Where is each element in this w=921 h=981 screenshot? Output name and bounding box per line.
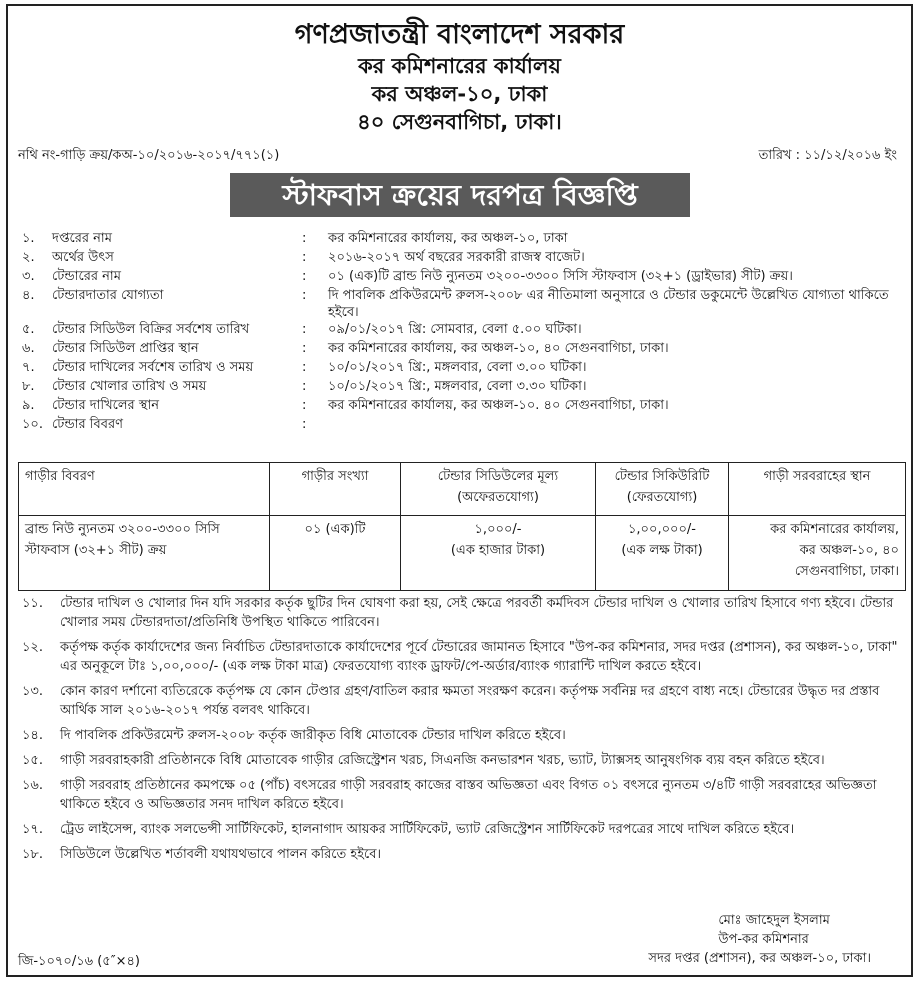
term-number: ১২. xyxy=(22,640,44,655)
info-colon: : xyxy=(302,398,307,413)
cell-vehicle-description: ব্রান্ড নিউ ন্যুনতম ৩২০০-৩৩০০ সিসি স্টাফবাস (৩২+১ সীট) ক্রয় xyxy=(19,516,270,591)
info-number: ৮. xyxy=(22,379,35,394)
info-colon: : xyxy=(302,379,307,394)
info-row xyxy=(22,230,902,249)
info-colon: : xyxy=(302,341,307,356)
info-number: ৩. xyxy=(22,269,35,284)
info-row xyxy=(22,340,902,359)
header-tender-security: টেন্ডার সিকিউরিটি (ফেরতযোগ্য) xyxy=(596,463,729,516)
info-label: টেন্ডারের নাম xyxy=(52,269,121,284)
term-text: টেন্ডার দাখিল ও খোলার দিন যদি সরকার কর্তৃক ছুটির দিন ঘোষণা করা হয়, সেই ক্ষেত্রে পরবর্তী কর্মদিবস টেন্ডার দাখিল ও খোলার তারিখ হিসাবে গণ্য হইবে। টেন্ডার খোলার সময় টেন্ডারদাতা/প্রতিনিধি উপস্থিত থাকিতে পারিবেন। xyxy=(60,596,894,630)
tender-notice xyxy=(6,4,913,977)
info-label: টেন্ডার সিডিউল প্রাপ্তির স্থান xyxy=(52,341,199,356)
term-text: গাড়ী সরবরাহকারী প্রতিষ্ঠানকে বিধি মোতাবেক গাড়ীর রেজিস্ট্রেশন খরচ, সিএনজি কনভারশন খরচ, ভ্যাট, ট্যাক্সসহ আনুষংগিক ব্যয় বহন করিতে হইবে। xyxy=(60,753,825,768)
info-label: টেন্ডারদাতার যোগ্যতা xyxy=(52,288,164,303)
term-text: সিডিউলে উল্লেখিত শর্তাবলী যথাযথভাবে পালন করিতে হইবে। xyxy=(60,847,382,862)
info-row xyxy=(22,249,902,268)
signature-block xyxy=(648,911,871,968)
info-colon: : xyxy=(302,417,307,432)
info-number: ১. xyxy=(22,231,35,246)
info-value: ২০১৬-২০১৭ অর্থ বছরের সরকারী রাজস্ব বাজেট। xyxy=(328,250,585,265)
info-label: অর্থের উৎস xyxy=(52,250,114,265)
info-number: ৫. xyxy=(22,322,35,337)
info-label: টেন্ডার দাখিলের সর্বশেষ তারিখ ও সময় xyxy=(52,360,254,375)
tender-info-list xyxy=(22,230,902,435)
signatory-designation: উপ-কর কমিশনার xyxy=(718,932,809,947)
table-row xyxy=(19,516,906,591)
info-colon: : xyxy=(302,250,307,265)
cell-vehicle-count: ০১ (এক)টি xyxy=(270,516,401,591)
info-value: দি পাবলিক প্রকিউরমেন্ট রুলস-২০০৮ এর নীতিমালা অনুসারে ও টেন্ডার ডকুমেন্টে উল্লেখিত যোগ্যতা থাকিতে হইবে। xyxy=(328,288,889,320)
term-text: দি পাবলিক প্রকিউরমেন্ট রুলস-২০০৮ কর্তৃক জারীকৃত বিধি মোতাবেক টেন্ডার দাখিল করিতে হইবে। xyxy=(60,728,566,743)
info-value xyxy=(328,416,902,435)
list-item xyxy=(22,845,902,864)
term-number: ১৮. xyxy=(22,847,44,862)
info-number: ৪. xyxy=(22,288,35,303)
header-schedule-price: টেন্ডার সিডিউলের মূল্য (অফেরতযোগ্য) xyxy=(401,463,596,516)
office-zone: কর অঞ্চল-১০, ঢাকা xyxy=(371,82,548,106)
cell-delivery-place: কর কমিশনারের কার্যালয়, কর অঞ্চল-১০, ৪০ সেগুনবাগিচা, ঢাকা। xyxy=(729,516,906,591)
info-row xyxy=(22,359,902,378)
info-value: ১০/০১/২০১৭ খ্রি:, মঙ্গলবার, বেলা ৩.০০ ঘটিকা। xyxy=(328,360,587,375)
info-colon: : xyxy=(302,269,307,284)
info-number: ১০. xyxy=(22,417,44,432)
table-header-row xyxy=(19,463,906,516)
info-label: টেন্ডার খোলার তারিখ ও সময় xyxy=(52,379,207,394)
info-value: কর কমিশনারের কার্যালয়, কর অঞ্চল-১০, ৪০ সেগুনবাগিচা, ঢাকা। xyxy=(328,341,669,356)
office-address: ৪০ সেগুনবাগিচা, ঢাকা। xyxy=(357,110,562,134)
info-label: টেন্ডার সিডিউল বিক্রির সর্বশেষ তারিখ xyxy=(52,322,250,337)
list-item xyxy=(22,820,902,839)
signatory-office: সদর দপ্তর (প্রশাসন), কর অঞ্চল-১০, ঢাকা। xyxy=(648,951,871,966)
list-item xyxy=(22,776,902,814)
info-value: ০৯/০১/২০১৭ খ্রি: সোমবার, বেলা ৫.০০ ঘটিকা। xyxy=(328,322,582,337)
info-colon: : xyxy=(302,288,307,303)
info-colon: : xyxy=(302,322,307,337)
info-colon: : xyxy=(302,231,307,246)
term-text: কর্তৃপক্ষ কর্তৃক কার্যাদেশের জন্য নির্বাচিত টেন্ডারদাতাকে কার্যাদেশের পূর্বে টেন্ডারের জামানত হিসাবে "উপ-কর কমিশনার, সদর দপ্তর (প্রশাসন), কর অঞ্চল-১০, ঢাকা" এর অনুকূলে টাঃ ১,০০,০০০/- (এক লক্ষ টাকা মাত্র) ফেরতযোগ্য ব্যাংক ড্রাফট/পে-অর্ডার/ব্যাংক গ্যারান্টি দাখিল করতে হইবে। xyxy=(60,640,898,674)
info-colon: : xyxy=(302,360,307,375)
terms-list xyxy=(22,594,902,870)
tender-table xyxy=(18,462,906,591)
list-item xyxy=(22,726,902,745)
info-value: ১০/০১/২০১৭ খ্রি:, মঙ্গলবার, বেলা ৩.৩০ ঘটিকা। xyxy=(328,379,587,394)
info-number: ৯. xyxy=(22,398,35,413)
info-row xyxy=(22,321,902,340)
memo-number: নথি নং-গাড়ি ক্রয়/কঅ-১০/২০১৬-২০১৭/৭৭১(১) xyxy=(18,148,280,163)
info-row xyxy=(22,378,902,397)
info-value: কর কমিশনারের কার্যালয়, কর অঞ্চল-১০, ঢাকা xyxy=(328,231,568,246)
info-row xyxy=(22,287,902,321)
info-value: কর কমিশনারের কার্যালয়, কর অঞ্চল-১০. ৪০ সেগুনবাগিচা, ঢাকা। xyxy=(328,398,669,413)
list-item xyxy=(22,751,902,770)
office-name: কর কমিশনারের কার্যালয় xyxy=(358,54,561,78)
term-number: ১৩. xyxy=(22,684,44,699)
notice-banner: স্টাফবাস ক্রয়ের দরপত্র বিজ্ঞপ্তি xyxy=(230,173,690,217)
info-number: ৭. xyxy=(22,360,35,375)
term-number: ১৭. xyxy=(22,822,44,837)
info-label: টেন্ডার বিবরণ xyxy=(52,417,123,432)
term-number: ১৬. xyxy=(22,778,44,793)
header-delivery-place: গাড়ী সরবরাহের স্থান xyxy=(729,463,906,516)
info-number: ৬. xyxy=(22,341,35,356)
list-item xyxy=(22,638,902,676)
info-row xyxy=(22,397,902,416)
notice-date: তারিখ : ১১/১২/২০১৬ ইং xyxy=(758,148,897,163)
list-item xyxy=(22,682,902,720)
header-vehicle-description: গাড়ীর বিবরণ xyxy=(19,463,270,516)
term-number: ১৫. xyxy=(22,753,44,768)
government-title: গণপ্রজাতন্ত্রী বাংলাদেশ সরকার xyxy=(294,19,625,50)
info-row xyxy=(22,416,902,435)
header-vehicle-count: গাড়ীর সংখ্যা xyxy=(270,463,401,516)
info-row xyxy=(22,268,902,287)
term-text: গাড়ী সরবরাহ প্রতিষ্ঠানের কমপক্ষে ০৫ (পাঁচ) বৎসরের গাড়ী সরবরাহ কাজের বাস্তব অভিজ্ঞতা এবং বিগত ০১ বৎসরে ন্যুনতম ৩/৪টি গাড়ী সরবরাহের অভিজ্ঞতা থাকিতে হইবে ও অভিজ্ঞতার সনদ দাখিল করিতে হইবে। xyxy=(60,778,877,812)
info-number: ২. xyxy=(22,250,35,265)
cell-schedule-price: ১,০০০/- (এক হাজার টাকা) xyxy=(401,516,596,591)
term-text: ট্রেড লাইসেন্স, ব্যাংক সলভেন্সী সার্টিফিকেট, হালনাগাদ আয়কর সার্টিফিকেট, ভ্যাট রেজিস্ট্রেশন সার্টিফিকেট দরপত্রের সাথে দাখিল করিতে হইবে। xyxy=(60,822,795,837)
info-label: টেন্ডার দাখিলের স্থান xyxy=(52,398,159,413)
cell-tender-security: ১,০০,০০০/- (এক লক্ষ টাকা) xyxy=(596,516,729,591)
term-number: ১৪. xyxy=(22,728,44,743)
list-item xyxy=(22,594,902,632)
term-text: কোন কারণ দর্শানো ব্যতিরেকে কর্তৃপক্ষ যে কোন টেণ্ডার গ্রহণ/বাতিল করার ক্ষমতা সংরক্ষণ করেন। কর্তৃপক্ষ সর্বনিম্ন দর গ্রহণে বাধ্য নহে। টেন্ডারের উদ্ধৃত দর প্রস্তাব আর্থিক সাল ২০১৬-২০১৭ পর্যন্ত বলবৎ থাকিবে। xyxy=(60,684,880,718)
info-label: দপ্তরের নাম xyxy=(52,231,112,246)
reference-code: জি-১০৭০/১৬ (৫″×৪) xyxy=(18,954,140,969)
signatory-name: মোঃ জাহেদুল ইসলাম xyxy=(718,913,830,928)
info-value: ০১ (এক)টি ব্রান্ড নিউ ন্যুনতম ৩২০০-৩৩০০ সিসি স্টাফবাস (৩২+১ (ড্রাইভার) সীট) ক্রয়। xyxy=(328,269,793,284)
term-number: ১১. xyxy=(22,596,44,611)
